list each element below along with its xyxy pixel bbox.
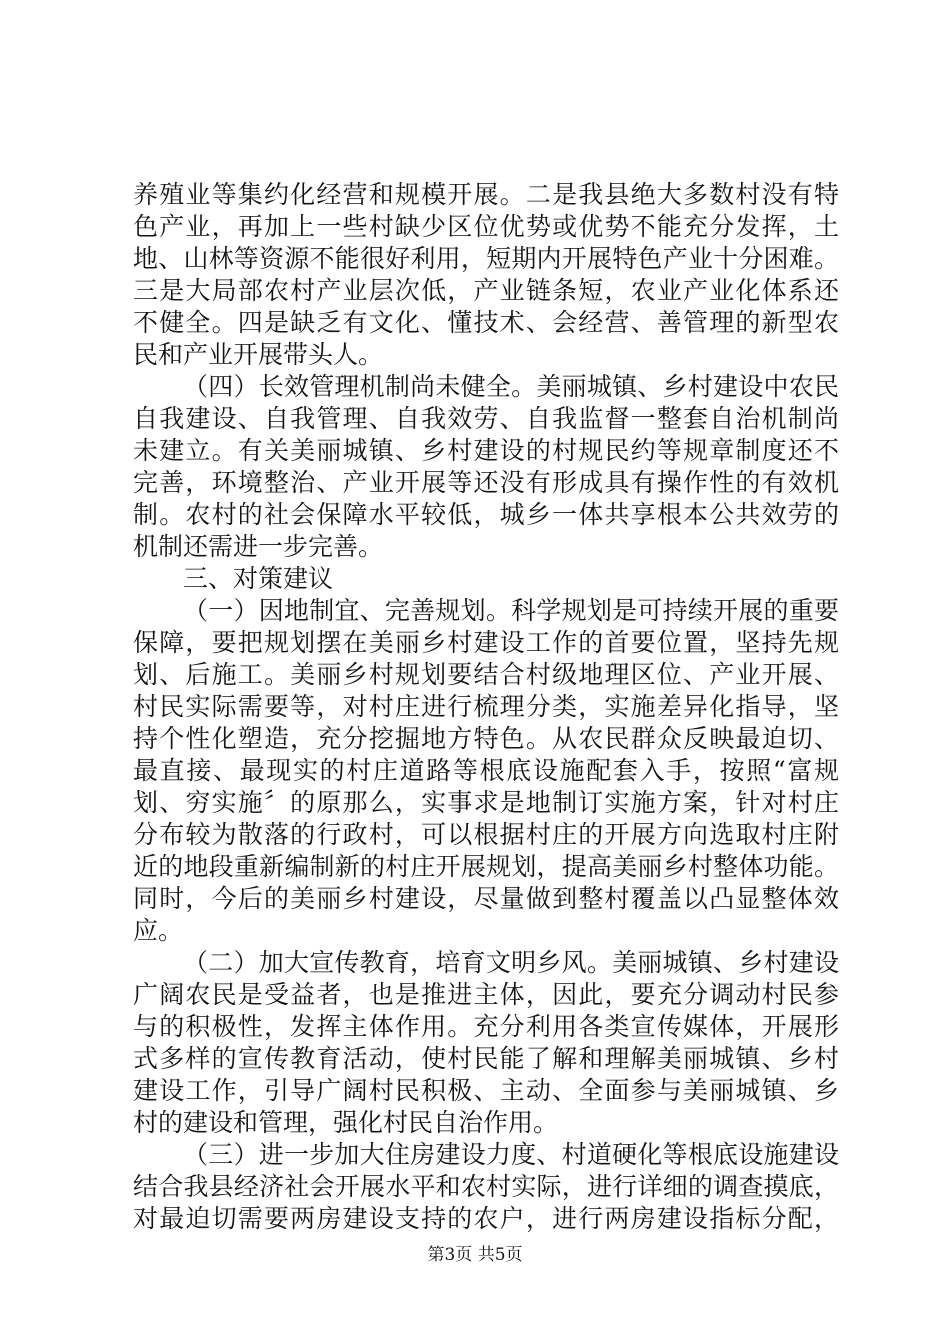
text-line: 近的地段重新编制新的村庄开展规划，提高美丽乡村整体功能。 — [133, 852, 839, 881]
text-line: （三）进一步加大住房建设力度、村道硬化等根底设施建设 — [183, 1140, 839, 1169]
text-line: 养殖业等集约化经营和规模开展。二是我县绝大多数村没有特 — [133, 180, 839, 209]
text-line: 应。 — [133, 916, 184, 945]
text-line: 对最迫切需要两房建设支持的农户，进行两房建设指标分配， — [133, 1204, 839, 1233]
text-line: （二）加大宣传教育，培育文明乡风。美丽城镇、乡村建设 — [183, 948, 839, 977]
text-line: 完善，环境整治、产业开展等还没有形成具有操作性的有效机 — [133, 468, 839, 497]
text-line: 分布较为散落的行政村，可以根据村庄的开展方向选取村庄附 — [133, 820, 839, 849]
document-body — [133, 179, 839, 1235]
text-line: 划、后施工。美丽乡村规划要结合村级地理区位、产业开展、 — [133, 660, 839, 689]
text-line: 三是大局部农村产业层次低，产业链条短，农业产业化体系还 — [133, 276, 839, 305]
text-line: 不健全。四是缺乏有文化、懂技术、会经营、善管理的新型农 — [133, 308, 839, 337]
text-line: 保障，要把规划摆在美丽乡村建设工作的首要位置，坚持先规 — [133, 628, 839, 657]
text-line: 制。农村的社会保障水平较低，城乡一体共享根本公共效劳的 — [133, 500, 839, 529]
text-line: 村的建设和管理，强化村民自治作用。 — [133, 1108, 559, 1137]
text-line: 未建立。有关美丽城镇、乡村建设的村规民约等规章制度还不 — [133, 436, 839, 465]
text-line: 式多样的宣传教育活动，使村民能了解和理解美丽城镇、乡村 — [133, 1044, 839, 1073]
text-line: 与的积极性，发挥主体作用。充分利用各类宣传媒体，开展形 — [133, 1012, 839, 1041]
text-line: 地、山林等资源不能很好利用，短期内开展特色产业十分困难。 — [133, 244, 839, 273]
text-line: 结合我县经济社会开展水平和农村实际，进行详细的调查摸底， — [133, 1172, 839, 1201]
text-line: 自我建设、自我管理、自我效劳、自我监督一整套自治机制尚 — [133, 404, 839, 433]
text-line: 持个性化塑造，充分挖掘地方特色。从农民群众反映最迫切、 — [133, 724, 839, 753]
text-line: 最直接、最现实的村庄道路等根底设施配套入手，按照“富规 — [133, 756, 839, 785]
paragraph-housing-infrastructure — [133, 1139, 839, 1235]
text-line: 建设工作，引导广阔村民积极、主动、全面参与美丽城镇、乡 — [133, 1076, 839, 1105]
text-line: 划、穷实施〞的原那么，实事求是地制订实施方案，针对村庄 — [133, 788, 839, 817]
text-line: （一）因地制宜、完善规划。科学规划是可持续开展的重要 — [183, 596, 839, 625]
page-number-footer: 第3页 共5页 — [427, 1245, 523, 1265]
text-line: 民和产业开展带头人。 — [133, 340, 384, 369]
text-line: 广阔农民是受益者，也是推进主体，因此，要充分调动村民参 — [133, 980, 839, 1009]
text-line: 村民实际需要等，对村庄进行梳理分类，实施差异化指导，坚 — [133, 692, 839, 721]
text-line: 色产业，再加上一些村缺少区位优势或优势不能充分发挥，土 — [133, 212, 839, 241]
paragraph-continuation — [133, 179, 839, 371]
section-heading: 三、对策建议 — [183, 564, 334, 593]
paragraph-management-mechanism — [133, 371, 839, 563]
text-line: 同时，今后的美丽乡村建设，尽量做到整村覆盖以凸显整体效 — [133, 884, 839, 913]
text-line: 机制还需进一步完善。 — [133, 532, 384, 561]
paragraph-publicity-education — [133, 947, 839, 1139]
paragraph-planning — [133, 595, 839, 947]
text-line: （四）长效管理机制尚未健全。美丽城镇、乡村建设中农民 — [183, 372, 839, 401]
